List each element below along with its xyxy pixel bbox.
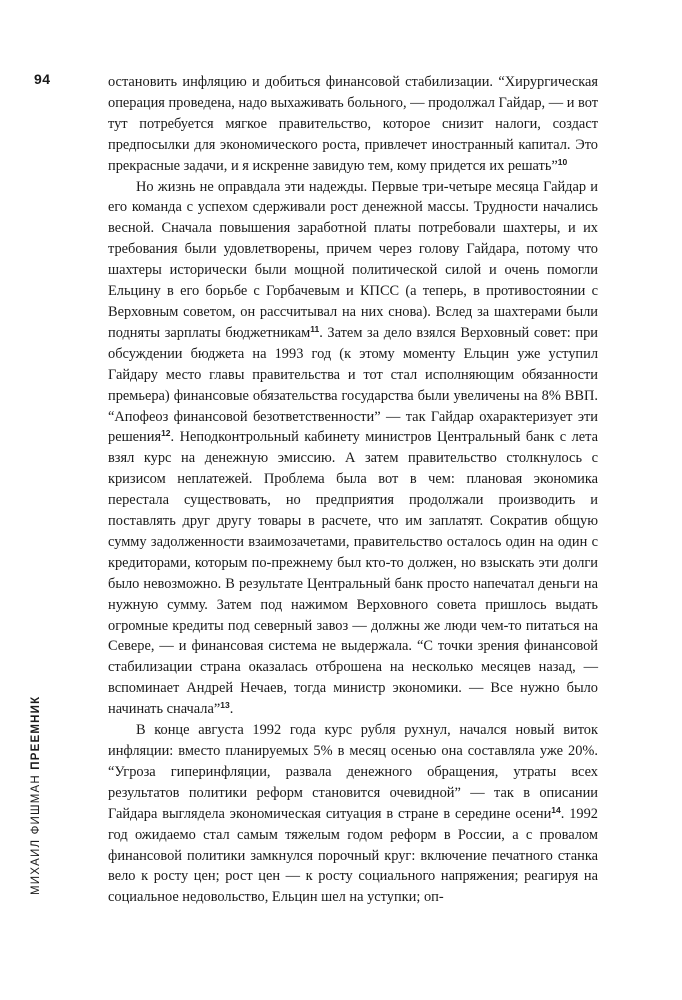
paragraph-text: остановить инфляцию и добиться финансовой стабилизации. “Хирургическая операция проведена, надо выхаживать больного, — продолжал Гайдар, — и вот тут потребуется мягкое правительство, которое снизит налоги, создаст предпосылки для экономического роста, привлечет иностранный капитал. Это прекрасные задачи, и я искренне завидую тем, кому придется их решать”: [108, 74, 598, 174]
footnote-ref[interactable]: 12: [161, 428, 171, 439]
paragraph: [108, 72, 598, 177]
paragraph-text: . Неподконтрольный кабинету министров Центральный банк с лета взял курс на денежную эмиссию. А затем правительство столкнулось с кризисом неплатежей. Проблема была вот в чем: плановая экономика перестала существовать, но предприятия продолжали производить и поставлять друг другу товары в расчете, что им заплатят. Сократив общую сумму задолженности взаимозачетами, правительство осталось один на один с кредиторами, которым по-прежнему был кто-то должен, но взыскать эти долги было невозможно. В результате Центральный банк просто напечатал деньги на нужную сумму. Затем под нажимом Верховного совета пришлось выдать огромные кредиты под северный завоз — должны же люди чем-то питаться на Севере, — и финансовая система не выдержала. “С точки зрения финансовой стабилизации страна оказалась отброшена на несколько месяцев назад, — вспоминает Андрей Нечаев, тогда министр экономики. — Все нужно было начинать сначала”: [108, 429, 598, 718]
paragraph: [108, 177, 598, 721]
paragraph: [108, 720, 598, 908]
paragraph-text: В конце августа 1992 года курс рубля рухнул, начался новый виток инфляции: вместо планируемых 5% в месяц осенью она составляла уже 20%. “Угроза гиперинфляции, развала денежного обращения, утраты всех результатов политики реформ становится очевидной” — так в описании Гайдара выглядела экономическая ситуация в стране в середине осени: [108, 722, 598, 822]
paragraph-text: .: [229, 701, 234, 718]
running-head: [30, 696, 42, 895]
footnote-ref[interactable]: 14: [551, 804, 561, 815]
running-head-author: МИХАИЛ ФИШМАН: [30, 769, 42, 895]
paragraph-text: Но жизнь не оправдала эти надежды. Первые три-четыре месяца Гайдар и его команда с успехом сдерживали рост денежной массы. Трудности начались весной. Сначала повышения заработной платы потребовали шахтеры, и их требования были удовлетворены, причем через голову Гайдара, потому что шахтеры исторически были мощной политической силой и очень помогли Ельцину в его борьбе с Горбачевым и КПСС (а теперь, в противостоянии с Верховным советом, он рассчитывал на них снова). Вслед за шахтерами были подняты зарплаты бюджетникам: [108, 178, 598, 341]
paragraph-text: . 1992 год ожидаемо стал самым тяжелым годом реформ в России, а с провалом финансовой политики замкнулся порочный круг: включение печатного станка вело к росту цен; рост цен — к росту социального напряжения; реагируя на социальное недовольство, Ельцин шел на уступки; оп-: [108, 805, 598, 906]
footnote-ref[interactable]: 13: [220, 700, 230, 711]
footnote-ref[interactable]: 10: [557, 156, 568, 167]
paragraph-text: . Затем за дело взялся Верховный совет: при обсуждении бюджета на 1993 год (к этому моменту Ельцин уже уступил Гайдару место главы правительства и тот стал исполняющим обязанности премьера) финансовые обязательства государства были увеличены на 8% ВВП. “Апофеоз финансовой безответственности” — так Гайдар охарактеризует эти решения: [108, 324, 598, 446]
body-text: [108, 72, 598, 908]
footnote-ref[interactable]: 11: [310, 323, 320, 334]
running-head-title: ПРЕЕМНИК: [30, 695, 42, 770]
page-number: 94: [34, 71, 51, 87]
